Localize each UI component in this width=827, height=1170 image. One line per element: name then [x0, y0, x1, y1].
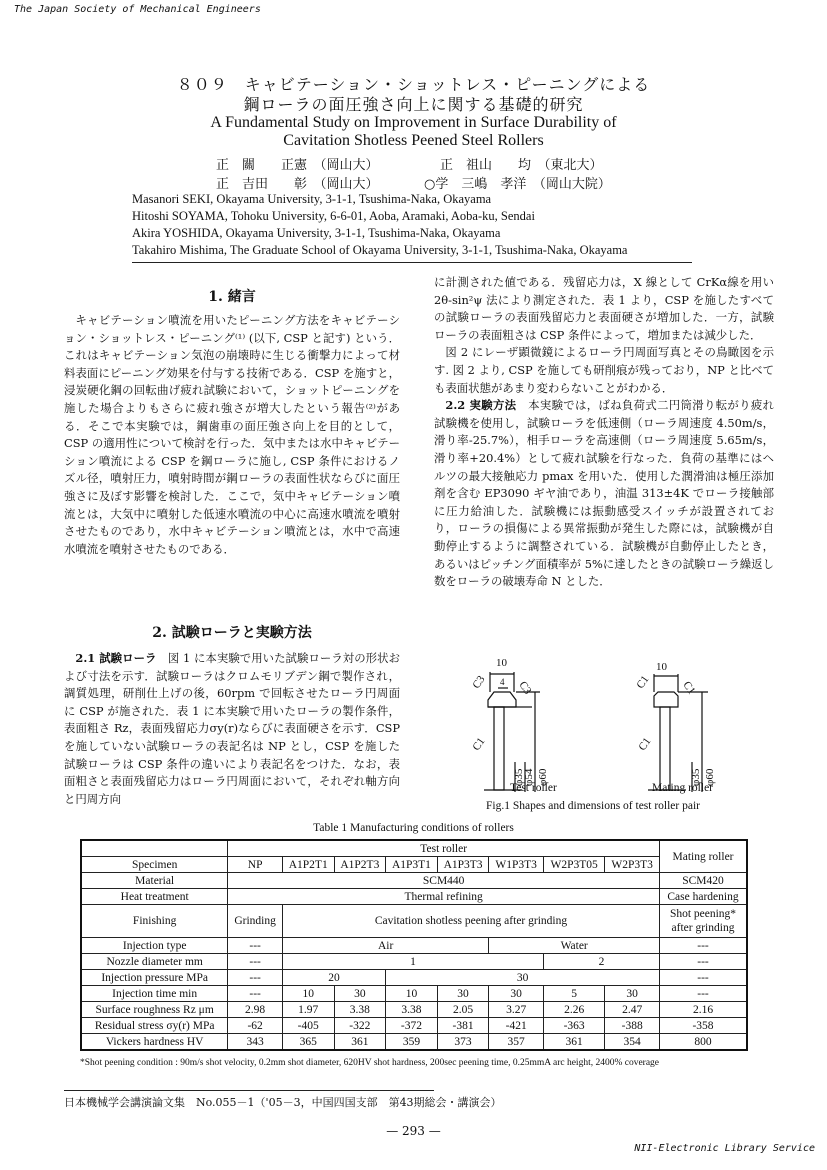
table-cell: Specimen	[81, 857, 228, 873]
table-cell: ---	[228, 954, 283, 970]
table-row	[81, 954, 747, 970]
table-cell: W1P3T3	[489, 857, 544, 873]
table-row	[81, 889, 747, 905]
table-row	[81, 840, 747, 857]
table-cell: 365	[282, 1034, 334, 1051]
table-cell: 2.26	[543, 1002, 604, 1018]
table-cell: 2.16	[660, 1002, 748, 1018]
shaft-outline	[494, 707, 504, 790]
manufacturing-conditions-table	[80, 839, 748, 1051]
mating-roller-label: Mating roller	[652, 782, 713, 794]
table-cell: 343	[228, 1034, 283, 1051]
affiliation: Takahiro Mishima, The Graduate School of Okayama University, 3-1-1, Tsushima-Naka, Okayama	[132, 243, 628, 257]
section-2-1-text: 図 1 に本実験で用いた試験ローラ対の形状および寸法を示す．試験ローラはクロムモリブデン鋼で製作され，調質処理，研削仕上げの後，60rpm で回転させたローラ円周面に CSP が施された．表 1 に本実験で用いたローラの製作条件，表面粗さ Rz，表面残留応力σy(r)ならびに表面硬さを示す．CSP を施していない試験ローラの表記名は NP とし，CSP を施した試験ローラは CSP 条件の違いにより表記名をつけた．なお，表面粗さと表面残留応力はローラ円周面において，それぞれ軸方向と円周方向	[64, 651, 400, 806]
table-cell: -405	[282, 1018, 334, 1034]
table-cell: 3.27	[489, 1002, 544, 1018]
dim-label: C1	[634, 673, 652, 691]
table-cell: 1.97	[282, 1002, 334, 1018]
table-cell: 357	[489, 1034, 544, 1051]
table-cell: Surface roughness Rz μm	[81, 1002, 228, 1018]
table-cell: Water	[489, 938, 660, 954]
table-cell: -322	[334, 1018, 386, 1034]
title-japanese-line2: 鋼ローラの面圧強さ向上に関する基礎的研究	[243, 95, 584, 114]
affiliation: Akira YOSHIDA, Okayama University, 3-1-1, Tsushima-Naka, Okayama	[132, 226, 501, 240]
dim-label: C3	[516, 679, 534, 697]
library-footer: NII-Electronic Library Service	[634, 1143, 815, 1154]
table-cell: ---	[228, 986, 283, 1002]
table-cell: -62	[228, 1018, 283, 1034]
table-cell: ---	[660, 986, 748, 1002]
page-number: — 293 —	[386, 1124, 441, 1138]
table-cell: 10	[282, 986, 334, 1002]
dim-label: φ35	[513, 768, 525, 786]
table-cell: Grinding	[228, 905, 283, 938]
table-cell: -388	[605, 1018, 660, 1034]
dim-label: C3	[470, 673, 488, 691]
table-row	[81, 905, 747, 938]
table-row	[81, 1034, 747, 1051]
section-heading-methods: 2. 試験ローラと実験方法	[152, 625, 312, 641]
author-mishima: ○学 三嶋 孝洋 （岡山大院）	[424, 177, 611, 192]
roller-body	[488, 692, 516, 707]
footer-rule	[64, 1090, 434, 1091]
author-yoshida: 正 吉田 彰 （岡山大）	[216, 177, 379, 192]
table-cell: 800	[660, 1034, 748, 1051]
table-cell: -363	[543, 1018, 604, 1034]
fig1-drawing	[470, 652, 770, 802]
header-rule	[132, 262, 692, 263]
table-cell: Shot peening* after grinding	[660, 905, 748, 938]
table-cell: SCM440	[228, 873, 660, 889]
table-cell: Injection time min	[81, 986, 228, 1002]
table-cell: 361	[334, 1034, 386, 1051]
table-cell: 361	[543, 1034, 604, 1051]
table-cell: A1P3T1	[386, 857, 438, 873]
table-cell: A1P2T1	[282, 857, 334, 873]
table-cell: ---	[660, 954, 748, 970]
table-cell: 2	[543, 954, 659, 970]
table-cell: A1P2T3	[334, 857, 386, 873]
table-row	[81, 938, 747, 954]
table-cell: -421	[489, 1018, 544, 1034]
title-english-line2: Cavitation Shotless Peened Steel Rollers	[283, 132, 544, 149]
table-row	[81, 986, 747, 1002]
author-soyama: 正 祖山 均 （東北大）	[440, 158, 603, 173]
table-cell: 30	[437, 986, 489, 1002]
journal-header: The Japan Society of Mechanical Engineers	[14, 4, 261, 15]
table-cell: A1P3T3	[437, 857, 489, 873]
table-cell: 2.98	[228, 1002, 283, 1018]
dim-label: φ35	[690, 768, 702, 786]
table-cell: ---	[228, 970, 283, 986]
table-cell: 30	[386, 970, 660, 986]
table-cell: ---	[660, 938, 748, 954]
table-cell: -358	[660, 1018, 748, 1034]
section-2-1	[64, 650, 400, 808]
table-cell: ---	[228, 938, 283, 954]
table-header: Mating roller	[660, 840, 748, 873]
table-cell: Thermal refining	[228, 889, 660, 905]
table-cell: 10	[386, 986, 438, 1002]
proceedings-footer: 日本機械学会講演論文集 No.055－1（'05－3，中国四国支部 第43期総会・講演会）	[64, 1096, 502, 1109]
dim-label: 10	[496, 657, 507, 669]
table-row	[81, 1002, 747, 1018]
table-cell: 3.38	[386, 1002, 438, 1018]
table-cell: -372	[386, 1018, 438, 1034]
table-row	[81, 970, 747, 986]
table-cell: Case hardening	[660, 889, 748, 905]
table-row	[81, 857, 747, 873]
table-cell: Material	[81, 873, 228, 889]
table-header: Test roller	[228, 840, 660, 857]
dim-label: C1	[680, 679, 698, 697]
table-caption: Table 1 Manufacturing conditions of rollers	[313, 822, 514, 834]
table-cell: 373	[437, 1034, 489, 1051]
paragraph: に計測された値である．残留応力は，X 線として CrKα線を用い 2θ-sin²ψ 法により測定された．表 1 より，CSP を施したすべての試験ローラの表面残留応力と表面硬さが増加した．一方，試験ローラの表面粗さは CSP 条件によって，増加または減少した．	[434, 275, 774, 342]
section-heading-intro: 1. 緒言	[208, 289, 256, 305]
table-cell: W2P3T3	[605, 857, 660, 873]
intro-text: キャビテーション噴流を用いたピーニング方法をキャビテーション・ショットレス・ピーニング⁽¹⁾ (以下, CSP と記す) という．これはキャビテーション気泡の崩壊時に生じる衝撃力によって材料表面にピーニング効果を付与する技術である．CSP を施すと，浸炭硬化鋼の回転曲げ疲れ試験において，ショットピーニングを施した場合よりもさらに疲れ強さが増大したという報告⁽²⁾がある．そこで本実験では，鋼歯車の面圧強さ向上を目的として，CSP の適用性について検討を行った．気中または水中キャビテーション噴流による CSP を鋼ローラに施し, CSP 条件におけるノズル径，噴射圧力，噴射時間が鋼ローラの表面性状ならびに面圧強さに及ぼす影響を検討した．ここで，気中キャビテーション噴流とは，大気中に噴射した低速水噴流の中心に高速水噴流を噴射させたものであり，水中キャビテーション噴流とは，水中で高速水噴流を噴射させたものである．	[64, 313, 400, 556]
table-cell: 2.05	[437, 1002, 489, 1018]
dim-label: C1	[636, 735, 654, 753]
affiliation: Hitoshi SOYAMA, Tohoku University, 6-6-01, Aoba, Aramaki, Aoba-ku, Sendai	[132, 209, 535, 223]
dim-label: φ54	[523, 768, 535, 786]
subsection-heading: 2.1 試験ローラ	[75, 651, 157, 665]
table-cell: 30	[605, 986, 660, 1002]
table-cell: NP	[228, 857, 283, 873]
affiliation: Masanori SEKI, Okayama University, 3-1-1, Tsushima-Naka, Okayama	[132, 192, 492, 206]
table-cell: 359	[386, 1034, 438, 1051]
table-cell: W2P3T05	[543, 857, 604, 873]
table-cell: 354	[605, 1034, 660, 1051]
table-note: *Shot peening condition : 90m/s shot velocity, 0.2mm shot diameter, 620HV shot hardness, 200sec peening time, 0.25mmA arc height, 2400% coverage	[80, 1058, 660, 1068]
test-roller-label: Test roller	[510, 782, 557, 794]
table-cell: Nozzle diameter mm	[81, 954, 228, 970]
table-cell: 1	[282, 954, 543, 970]
dim-label: φ60	[704, 768, 716, 786]
table-cell: Finishing	[81, 905, 228, 938]
dim-label: 4	[500, 677, 505, 687]
table-cell: 2.47	[605, 1002, 660, 1018]
dim-label: 10	[656, 661, 667, 673]
dim-label: φ60	[537, 768, 549, 786]
title-english-line1: A Fundamental Study on Improvement in Surface Durability of	[210, 114, 617, 131]
right-column	[434, 274, 774, 591]
table-cell: 20	[282, 970, 385, 986]
table-cell: 30	[489, 986, 544, 1002]
table-cell: ---	[660, 970, 748, 986]
table-cell: Residual stress σy(r) MPa	[81, 1018, 228, 1034]
figure-caption: Fig.1 Shapes and dimensions of test roller pair	[486, 800, 700, 812]
table-cell: 3.38	[334, 1002, 386, 1018]
table-cell: 30	[334, 986, 386, 1002]
table-row	[81, 873, 747, 889]
table-cell: Injection pressure MPa	[81, 970, 228, 986]
table-cell: Heat treatment	[81, 889, 228, 905]
table-cell: -381	[437, 1018, 489, 1034]
section-2-2-text: 本実験では，ばね負荷式二円筒滑り転がり疲れ試験機を使用し，試験ローラを低速側（ローラ周速度 4.50m/s，滑り率-25.7%），相手ローラを高速側（ローラ周速度 5.65m/s，滑り率+20.4%）として疲れ試験を行なった．負荷の基準にはヘルツの最大接触応力 pmax を用いた．使用した潤滑油は極圧添加剤を含む EP3090 ギヤ油であり，油温 313±4K でローラ接触部に圧力給油した．試験機には振動感受スイッチが設置されており，ローラの損傷による異常振動が発生した際には，試験機が自動停止するように調整されている．試験機が自動停止したとき，あるいはピッチング面積率が 5%に達したときの試験ローラ繰返し数をローラの破壊寿命 N とした．	[434, 398, 774, 589]
table-cell: Injection type	[81, 938, 228, 954]
table-row	[81, 1018, 747, 1034]
table-cell: Vickers hardness HV	[81, 1034, 228, 1051]
table-cell: SCM420	[660, 873, 748, 889]
title-japanese-line1: ８０９ キャビテーション・ショットレス・ピーニングによる	[176, 75, 651, 94]
dim-label: C1	[470, 735, 488, 753]
paragraph: 図 2 にレーザ顕微鏡によるローラ円周面写真とその鳥瞰図を示す. 図 2 より, CSP を施しても研削痕が残っており，NP と比べても表面状態があまり変わらないことがわかる．	[434, 345, 775, 395]
table-cell: Cavitation shotless peening after grinding	[282, 905, 659, 938]
subsection-heading: 2.2 実験方法	[445, 398, 517, 413]
table-cell: Air	[282, 938, 488, 954]
table-cell: 5	[543, 986, 604, 1002]
author-seki: 正 關 正憲 （岡山大）	[216, 158, 379, 173]
intro-paragraph	[64, 312, 400, 558]
